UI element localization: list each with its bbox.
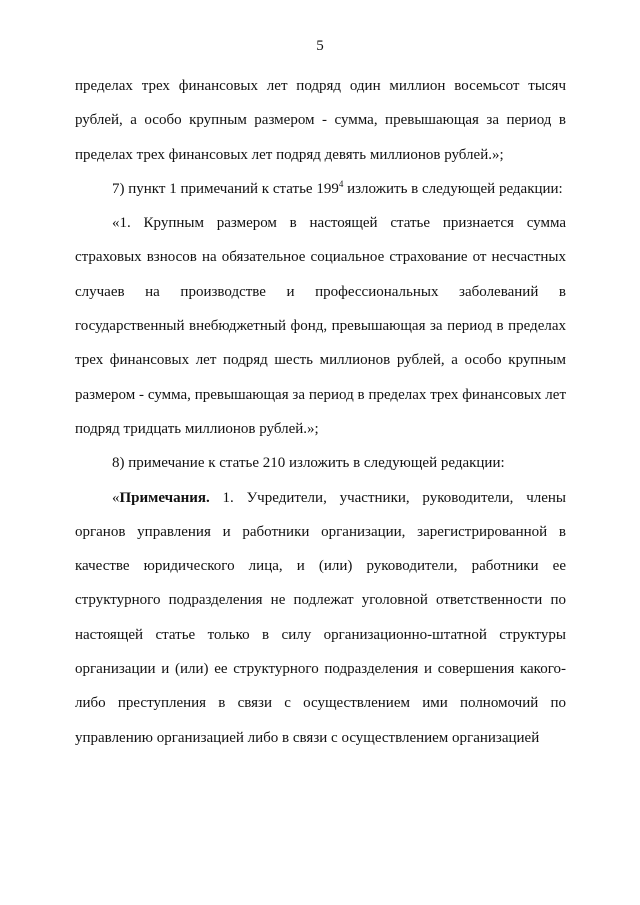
paragraph-item-8: 8) примечание к статье 210 изложить в следующей редакции: xyxy=(112,455,505,472)
paragraph-notes xyxy=(75,481,566,755)
document-body xyxy=(75,69,566,755)
page-number: 5 xyxy=(316,38,324,54)
article-superscript: 4 xyxy=(338,178,344,189)
notes-open-quote: « xyxy=(112,489,120,506)
paragraph-continuation: пределах трех финансовых лет подряд один миллион восемьсот тысяч рублей, а особо крупным размером - сумма, превышающая за период в пределах трех финансовых лет подряд девять миллионов рублей.»; xyxy=(75,78,566,163)
item-7-text-end: изложить в следующей редакции: xyxy=(343,180,563,197)
paragraph-quoted-note-1: «1. Крупным размером в настоящей статье признается сумма страховых взносов на обязательное социальное страхование от несчастных случаев на производстве и профессиональных заболеваний в государственный внебюджетный фонд, превышающая за период в пределах трех финансовых лет подряд шесть миллионов рублей, а особо крупным размером - сумма, превышающая за период в пределах трех финансовых лет подряд тридцать миллионов рублей.»; xyxy=(75,215,566,437)
notes-text: 1. Учредители, участники, руководители, члены органов управления и работники организации, зарегистрированной в качестве юридического лица, и (или) руководители, работники ее структурного подразделения не подлежат уголовной ответственности по настоящей статье только в силу организационно-штатной структуры организации и (или) ее структурного подразделения и совершения какого-либо преступления в связи с осуществлением ими полномочий по управлению организацией либо в связи с осуществлением организацией xyxy=(75,489,566,746)
paragraph-item-7 xyxy=(75,172,566,206)
notes-heading: Примечания. xyxy=(119,489,210,506)
item-7-text: 7) пункт 1 примечаний к статье 199 xyxy=(112,180,339,197)
